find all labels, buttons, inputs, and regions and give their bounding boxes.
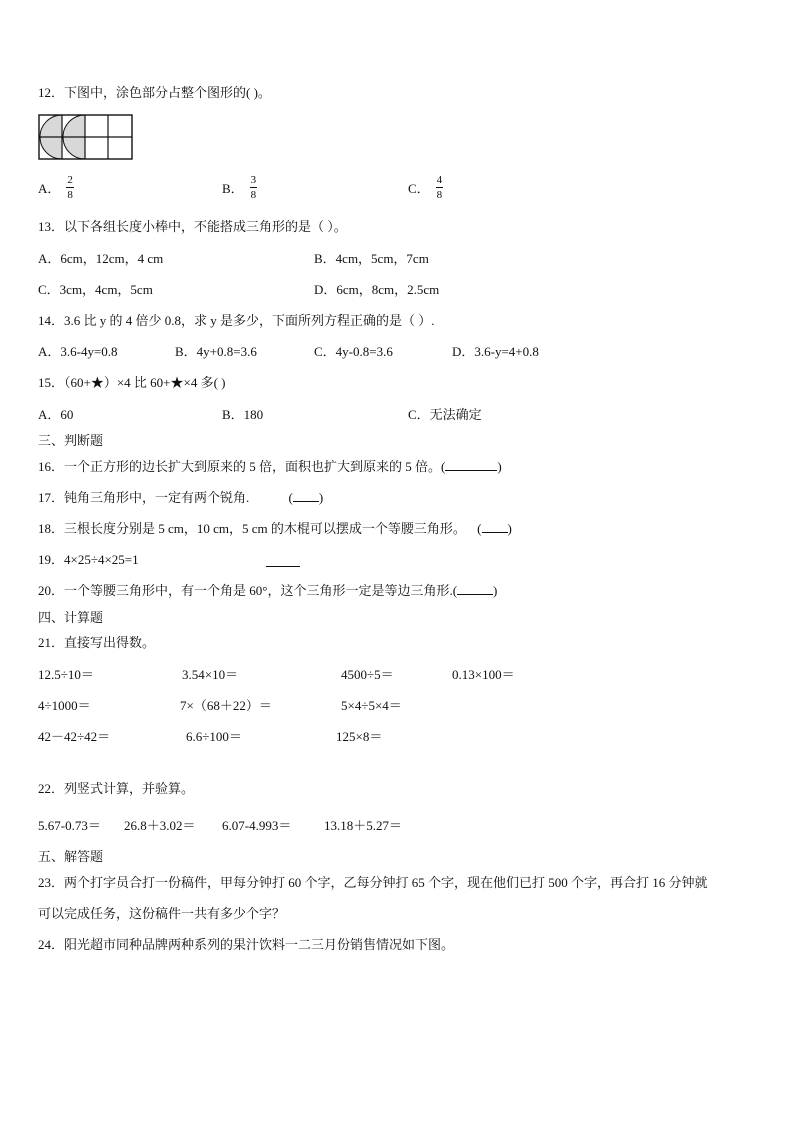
section-heading-judgement: 三、判断题 xyxy=(38,433,104,448)
q13-option-c[interactable]: C．3cm，4cm，5cm xyxy=(38,282,153,297)
q14-option-a[interactable]: A．3.6-4y=0.8 xyxy=(38,344,118,359)
q12-option-c[interactable]: C． $\frac{4}{8}$ xyxy=(408,174,443,201)
q15-stem: 15．（60+★）×4 比 60+★×4 多( ) xyxy=(38,375,226,390)
answer-blank[interactable] xyxy=(482,532,508,533)
q21-item: 4500÷5＝ xyxy=(341,667,394,682)
q14-stem: 14．3.6 比 y 的 4 倍少 0.8，求 y 是多少，下面所列方程正确的是（ ）. xyxy=(38,313,435,328)
q14-option-b[interactable]: B．4y+0.8=3.6 xyxy=(175,344,257,359)
q22-item: 26.8＋3.02＝ xyxy=(124,818,196,833)
fraction: $\frac{4}{8}$ xyxy=(436,174,443,201)
q21-item: 4÷1000＝ xyxy=(38,698,91,713)
q21-item: 6.6÷100＝ xyxy=(186,729,242,744)
q13-option-d[interactable]: D．6cm，8cm，2.5cm xyxy=(314,282,440,297)
q21-item: 3.54×10＝ xyxy=(182,667,239,682)
q23-line-1: 23．两个打字员合打一份稿件，甲每分钟打 60 个字，乙每分钟打 65 个字，现在他们已打 500 个字，再合打 16 分钟就 xyxy=(38,875,708,890)
q23-line-2: 可以完成任务，这份稿件一共有多少个字？ xyxy=(38,906,286,921)
q21-item: 42－42÷42＝ xyxy=(38,729,111,744)
q24-stem: 24．阳光超市同种品牌两种系列的果汁饮料一二三月份销售情况如下图。 xyxy=(38,937,455,952)
q15-option-a[interactable]: A．60 xyxy=(38,407,74,422)
q18-line: 18．三根长度分别是 5 cm，10 cm，5 cm 的木棍可以摆成一个等腰三角形。 ( ) xyxy=(38,521,512,536)
q22-item: 6.07-4.993＝ xyxy=(222,818,292,833)
q14-option-d[interactable]: D．3.6-y=4+0.8 xyxy=(452,344,539,359)
q21-item: 5×4÷5×4＝ xyxy=(341,698,402,713)
q12-stem: 12．下图中，涂色部分占整个图形的( )。 xyxy=(38,85,271,100)
q13-option-a[interactable]: A．6cm，12cm，4 cm xyxy=(38,251,164,266)
q12-option-a[interactable]: A． $\frac{2}{8}$ xyxy=(38,174,73,201)
q16-line: 16．一个正方形的边长扩大到原来的 5 倍，面积也扩大到原来的 5 倍。( ) xyxy=(38,459,502,474)
answer-blank[interactable] xyxy=(293,501,319,502)
q15-option-c[interactable]: C．无法确定 xyxy=(408,407,482,422)
q15-option-b[interactable]: B．180 xyxy=(222,407,264,422)
q13-stem: 13．以下各组长度小棒中，不能搭成三角形的是（ ）。 xyxy=(38,219,347,234)
q19-answer-blank[interactable] xyxy=(266,566,300,567)
q21-item: 7×（68＋22）＝ xyxy=(180,698,272,713)
q14-option-c[interactable]: C．4y-0.8=3.6 xyxy=(314,344,393,359)
q22-stem: 22．列竖式计算，并验算。 xyxy=(38,781,195,796)
q12-option-b[interactable]: B． $\frac{3}{8}$ xyxy=(222,174,257,201)
q21-item: 0.13×100＝ xyxy=(452,667,515,682)
section-heading-calculation: 四、计算题 xyxy=(38,610,104,625)
section-heading-word-problems: 五、解答题 xyxy=(38,849,104,864)
q21-stem: 21．直接写出得数。 xyxy=(38,635,156,650)
q21-item: 12.5÷10＝ xyxy=(38,667,94,682)
fraction: $\frac{3}{8}$ xyxy=(250,174,257,201)
q21-item: 125×8＝ xyxy=(336,729,383,744)
q22-item: 13.18＋5.27＝ xyxy=(324,818,403,833)
q20-line: 20．一个等腰三角形中，有一个角是 60°，这个三角形一定是等边三角形.( ) xyxy=(38,583,498,598)
answer-blank[interactable] xyxy=(445,470,497,471)
shaded-grid-figure xyxy=(38,114,134,160)
fraction: $\frac{2}{8}$ xyxy=(67,174,73,201)
q17-line: 17．钝角三角形中，一定有两个锐角. ( ) xyxy=(38,490,324,505)
q13-option-b[interactable]: B．4cm，5cm，7cm xyxy=(314,251,429,266)
answer-blank[interactable] xyxy=(457,594,493,595)
q22-item: 5.67-0.73＝ xyxy=(38,818,101,833)
q19-line: 19．4×25÷4×25=1 xyxy=(38,552,139,567)
